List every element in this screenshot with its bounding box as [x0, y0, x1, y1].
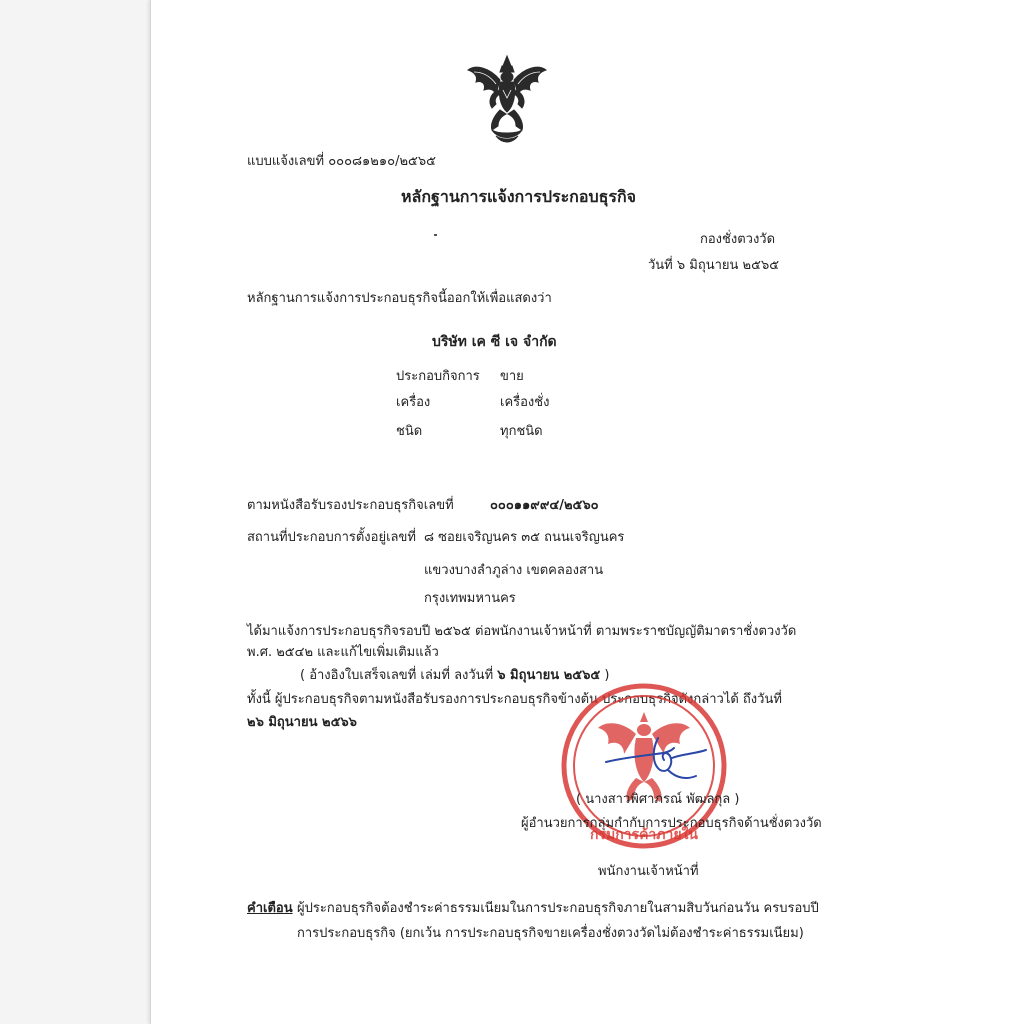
- warning-line-2: การประกอบธุรกิจ (ยกเว้น การประกอบธุรกิจขายเครื่องชั่งตวงวัดไม่ต้องชำระค่าธรรมเนียม): [297, 926, 804, 941]
- detail-label-machine: เครื่อง: [396, 395, 431, 410]
- detail-label-business: ประกอบกิจการ: [396, 369, 480, 384]
- license-number: ๐๐๐๑๑๙๙๔/๒๕๖๐: [490, 498, 599, 513]
- license-label: ตามหนังสือรับรองประกอบธุรกิจเลขที่: [247, 498, 454, 513]
- form-number: แบบแจ้งเลขที่ ๐๐๐๘๑๒๑๐/๒๕๖๕: [247, 154, 436, 169]
- address-line-2: แขวงบางลำภูล่าง เขตคลองสาน: [424, 563, 604, 578]
- notice-line-2: พ.ศ. ๒๕๔๒ และแก้ไขเพิ่มเติมแล้ว: [247, 645, 439, 660]
- detail-label-type: ชนิด: [396, 424, 423, 439]
- receipt-reference-suffix: ): [604, 668, 610, 683]
- intro-text: หลักฐานการแจ้งการประกอบธุรกิจนี้ออกให้เพื่อแสดงว่า: [247, 291, 552, 306]
- ink-speck: [434, 234, 437, 236]
- address-line-1: ๘ ซอยเจริญนคร ๓๕ ถนนเจริญนคร: [424, 530, 625, 545]
- detail-value-business: ขาย: [500, 369, 524, 384]
- warning-line-1: ผู้ประกอบธุรกิจต้องชำระค่าธรรมเนียมในการประกอบธุรกิจภายในสามสิบวันก่อนวัน ครบรอบปี: [297, 901, 819, 916]
- warning-label: คำเตือน: [247, 901, 293, 916]
- detail-value-type: ทุกชนิด: [500, 424, 543, 439]
- office-name: กองชั่งตวงวัด: [700, 232, 776, 247]
- address-line-3: กรุงเทพมหานคร: [424, 591, 516, 606]
- garuda-emblem-icon: [462, 50, 552, 150]
- page-title: หลักฐานการแจ้งการประกอบธุรกิจ: [401, 187, 637, 206]
- officer-title: พนักงานเจ้าหน้าที่: [598, 864, 699, 879]
- detail-value-machine: เครื่องชั่ง: [500, 395, 550, 410]
- seal-text: กรมการค้าภายใน: [589, 827, 699, 843]
- receipt-reference-date: ๖ มิถุนายน ๒๕๖๕: [497, 668, 601, 683]
- issue-date: วันที่ ๖ มิถุนายน ๒๕๖๕: [648, 258, 780, 273]
- expiry-date: ๒๖ มิถุนายน ๒๕๖๖: [247, 715, 357, 730]
- signer-position: ผู้อำนวยการกลุ่มกำกับการประกอบธุรกิจด้านชั่งตวงวัด: [521, 816, 822, 831]
- validity-line: ทั้งนี้ ผู้ประกอบธุรกิจตามหนังสือรับรองการประกอบธุรกิจข้างต้น ประกอบธุรกิจดังกล่าวได้ ถึงวันที่: [247, 692, 782, 707]
- handwritten-signature: [600, 728, 712, 788]
- notice-line-1: ได้มาแจ้งการประกอบธุรกิจรอบปี ๒๕๖๕ ต่อพนักงานเจ้าหน้าที่ ตามพระราชบัญญัติมาตราชั่งตวงวัด: [247, 624, 797, 639]
- address-label: สถานที่ประกอบการตั้งอยู่เลขที่: [247, 530, 416, 545]
- signer-name: ( นางสาวพิศาภรณ์ พัฒลกุล ): [576, 792, 740, 807]
- receipt-reference-prefix: ( อ้างอิงใบเสร็จเลขที่ เล่มที่ ลงวันที่: [300, 668, 494, 683]
- company-name: บริษัท เค ซี เจ จำกัด: [432, 334, 557, 350]
